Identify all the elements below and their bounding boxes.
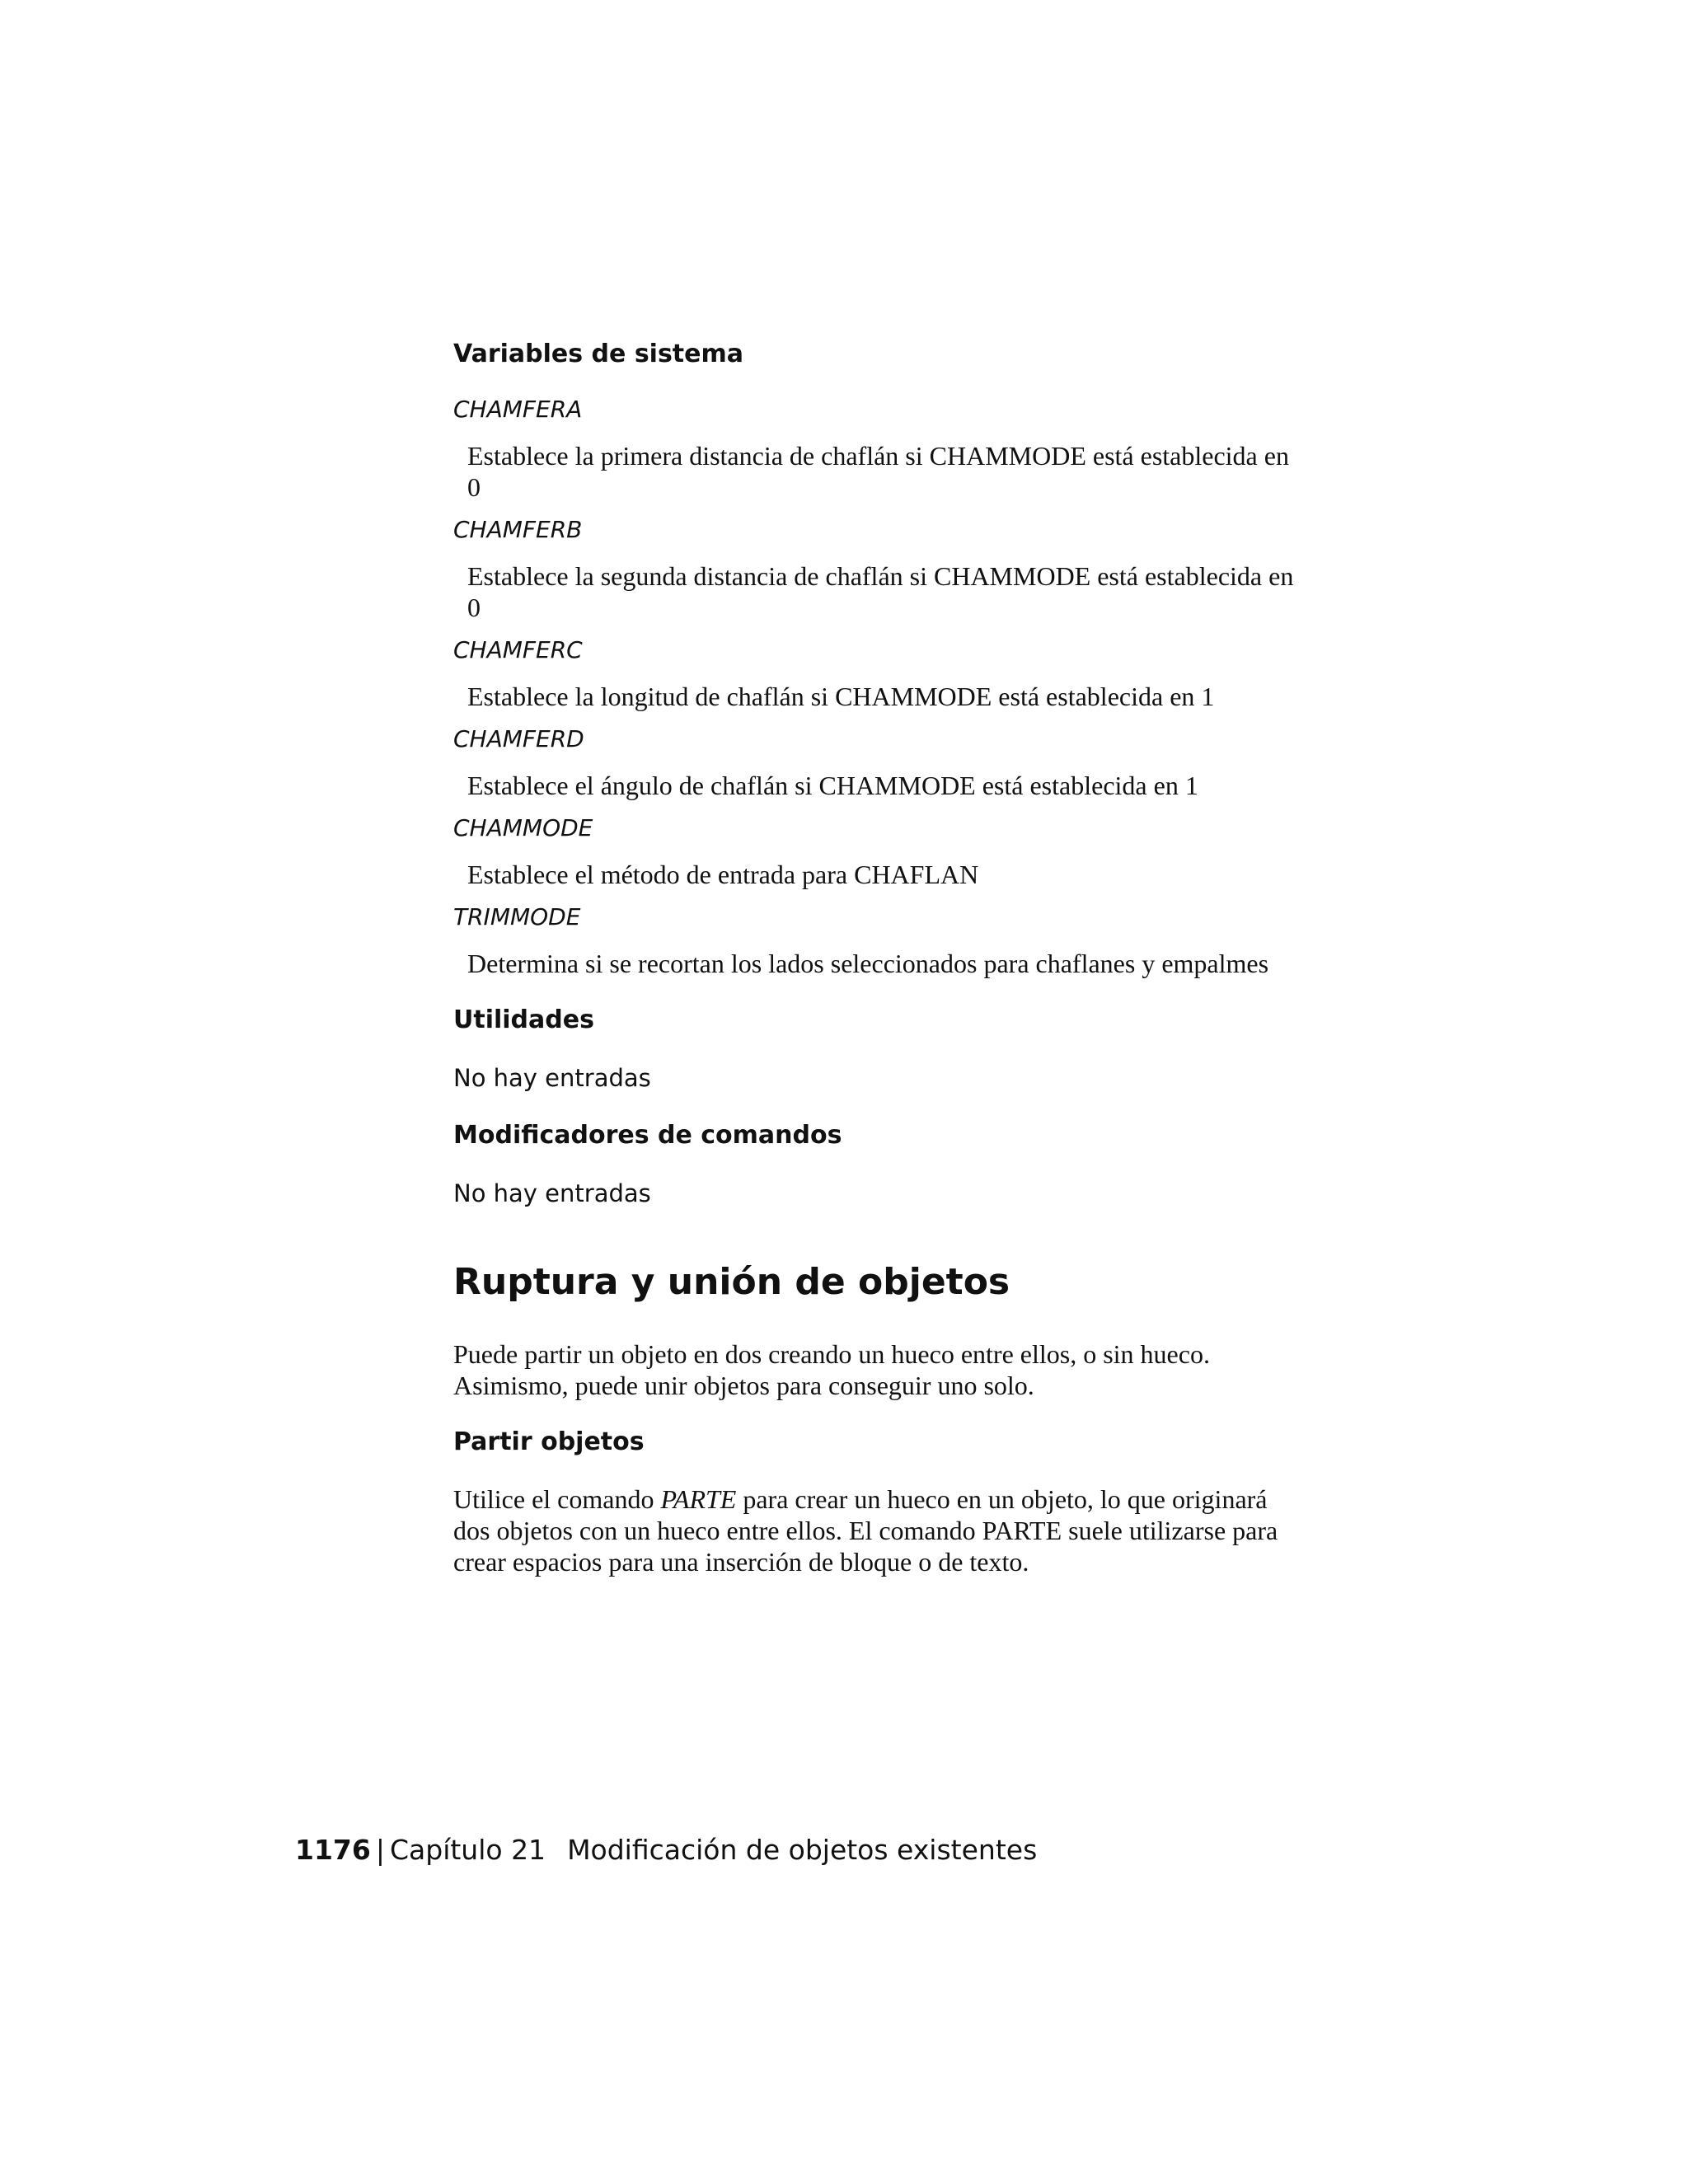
paragraph-line: Asimismo, puede unir objetos para conseguir uno solo.	[453, 1371, 1034, 1400]
utilities-heading: Utilidades	[453, 1005, 594, 1034]
break-objects-paragraph	[453, 1483, 1343, 1577]
variable-name-chamferb: CHAMFERB	[453, 516, 583, 543]
variable-name-chamferd: CHAMFERD	[453, 725, 584, 752]
variable-description-chammode: Establece el método de entrada para CHAFLAN	[467, 860, 979, 889]
paragraph-line: Puede partir un objeto en dos creando un hueco entre ellos, o sin hueco.	[453, 1339, 1210, 1369]
variable-description-chamferb	[453, 560, 1343, 623]
chapter-label: Capítulo 21	[389, 1834, 546, 1866]
page-number: 1176	[295, 1834, 371, 1866]
footer-separator: |	[375, 1834, 385, 1866]
section-title: Ruptura y unión de objetos	[453, 1261, 1010, 1303]
chapter-title: Modificación de objetos existentes	[567, 1834, 1038, 1866]
description-line: Establece la segunda distancia de chaflán si CHAMMODE está establecida en	[467, 561, 1294, 591]
variable-description-chamferd: Establece el ángulo de chaflán si CHAMMODE está establecida en 1	[467, 771, 1198, 800]
command-modifiers-text: No hay entradas	[453, 1179, 651, 1207]
variable-description-trimmode: Determina si se recortan los lados seleccionados para chaflanes y empalmes	[467, 949, 1269, 978]
command-modifiers-heading: Modificadores de comandos	[453, 1121, 842, 1150]
description-line: 0	[467, 593, 481, 622]
variable-name-chamfera: CHAMFERA	[453, 396, 583, 423]
section-intro-paragraph	[453, 1338, 1343, 1401]
description-line: 0	[467, 472, 481, 502]
page-content	[453, 338, 1343, 1577]
utilities-text: No hay entradas	[453, 1064, 651, 1092]
variable-description-chamferc: Establece la longitud de chaflán si CHAMMODE está establecida en 1	[467, 682, 1215, 711]
variable-name-chammode: CHAMMODE	[453, 814, 593, 841]
paragraph-line-end: para crear un hueco en un objeto, lo que originará	[736, 1484, 1268, 1514]
paragraph-line-start: Utilice el comando	[453, 1484, 661, 1514]
variable-name-chamferc: CHAMFERC	[453, 636, 583, 663]
page-footer	[295, 1834, 1037, 1867]
break-objects-heading: Partir objetos	[453, 1427, 645, 1456]
variable-description-chamfera	[453, 440, 1343, 503]
system-variables-heading: Variables de sistema	[453, 340, 744, 368]
description-line: Establece la primera distancia de chaflán si CHAMMODE está establecida en	[467, 441, 1289, 471]
paragraph-line: crear espacios para una inserción de bloque o de texto.	[453, 1547, 1029, 1577]
command-name: PARTE	[660, 1484, 737, 1514]
variable-name-trimmode: TRIMMODE	[453, 903, 581, 930]
paragraph-line: dos objetos con un hueco entre ellos. El comando PARTE suele utilizarse para	[453, 1516, 1278, 1545]
